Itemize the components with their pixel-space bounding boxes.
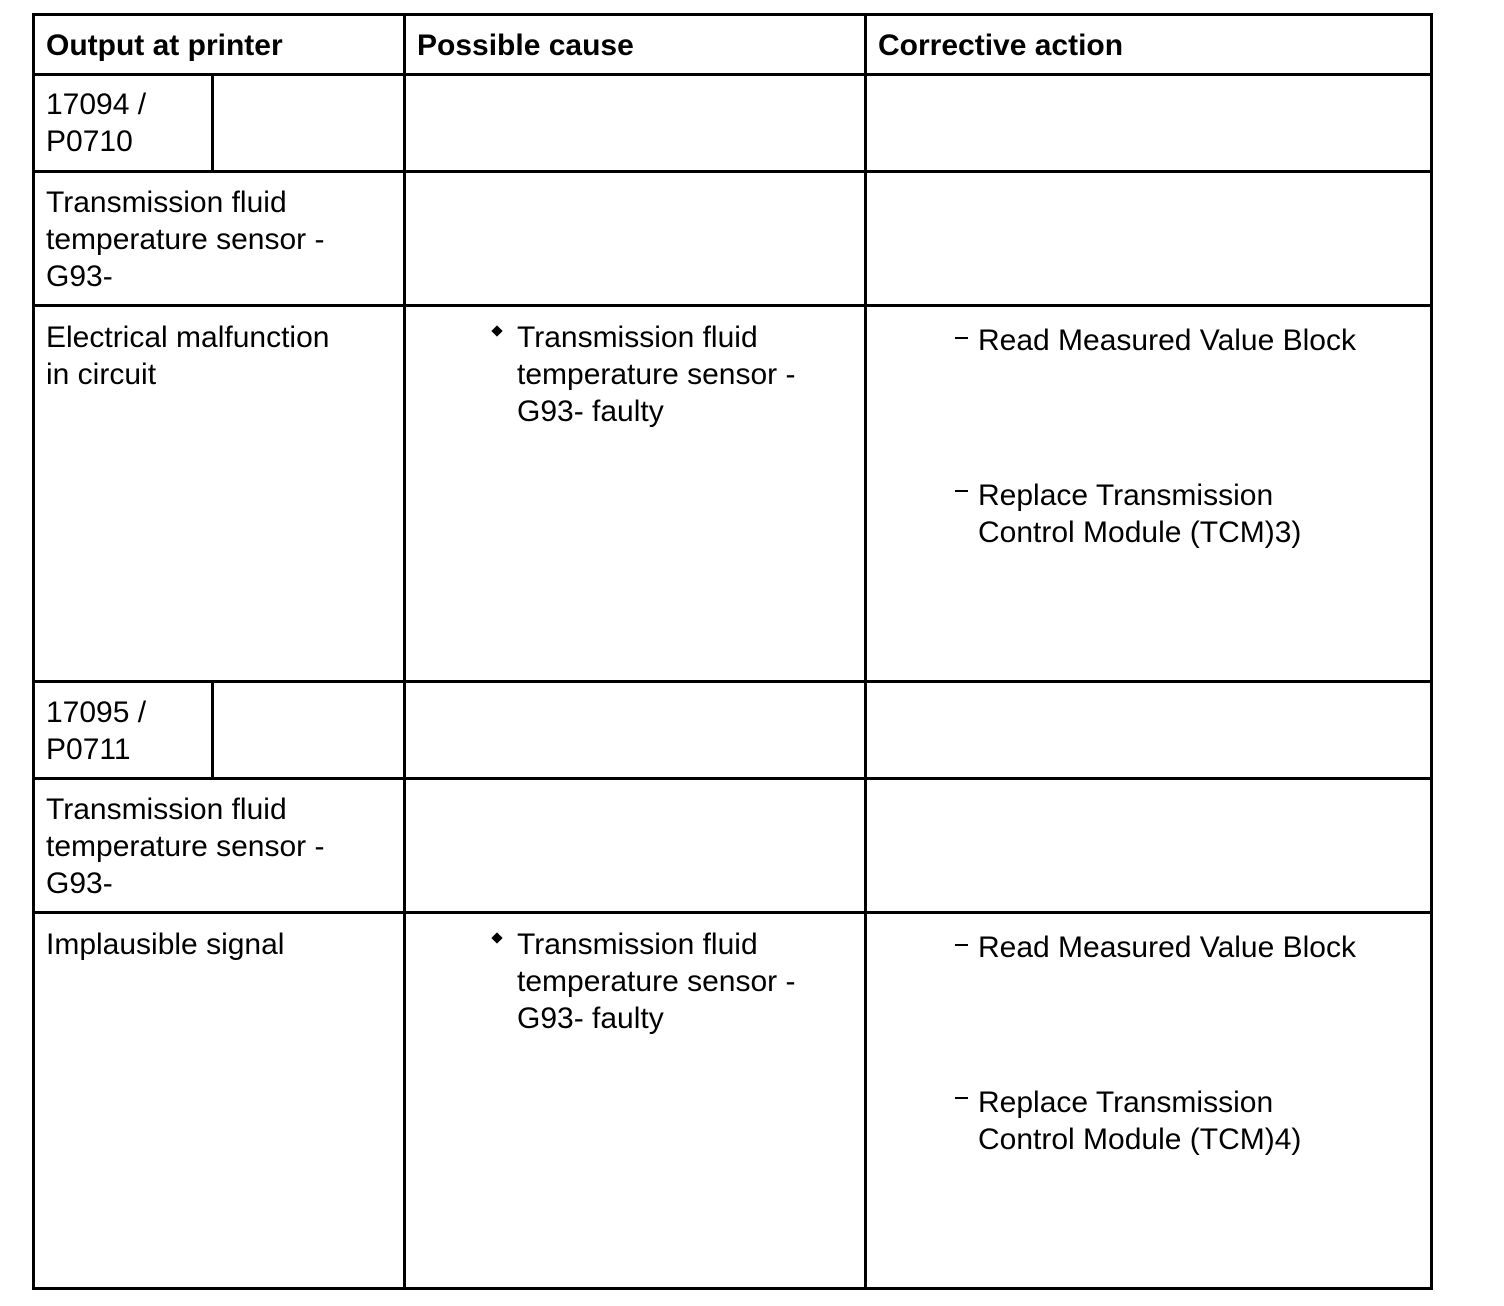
fault-symptom: Electrical malfunction in circuit [46,321,330,391]
row-divider [32,304,1433,307]
dash-icon [955,337,968,339]
fault-code: 17095 / P0711 [46,696,147,766]
table-border-left [32,13,35,1290]
corrective-action-item: Read Measured Value Block [978,931,1356,964]
code-cell-divider [211,680,214,780]
corrective-action-item: Replace Transmission Control Module (TCM)4) [978,1086,1302,1156]
possible-cause: Transmission fluid temperature sensor - G93- faulty [517,928,796,1035]
dash-icon [955,1097,968,1099]
row-divider [32,170,1433,173]
bullet-diamond-icon [491,325,502,336]
corrective-action-item: Replace Transmission Control Module (TCM)3) [978,479,1302,549]
row-divider [32,911,1433,914]
code-cell-divider [211,73,214,173]
bullet-diamond-icon [491,932,502,943]
table-border-right [1430,13,1433,1290]
component-name: Transmission fluid temperature sensor - G93- [46,793,325,900]
column-divider [403,13,406,1290]
table-border-top [32,13,1433,16]
header-possible-cause: Possible cause [417,29,634,62]
header-corrective-action: Corrective action [878,29,1124,62]
table-border-bottom [32,1287,1433,1290]
component-name: Transmission fluid temperature sensor - G93- [46,186,325,293]
fault-code: 17094 / P0710 [46,88,147,158]
header-output-at-printer: Output at printer [46,29,283,62]
header-divider [32,73,1433,76]
row-divider [32,777,1433,780]
row-divider [32,680,1433,683]
fault-symptom: Implausible signal [46,928,285,961]
dash-icon [955,944,968,946]
corrective-action-item: Read Measured Value Block [978,324,1356,357]
column-divider [864,13,867,1290]
possible-cause: Transmission fluid temperature sensor - G93- faulty [517,321,796,428]
dash-icon [955,490,968,492]
